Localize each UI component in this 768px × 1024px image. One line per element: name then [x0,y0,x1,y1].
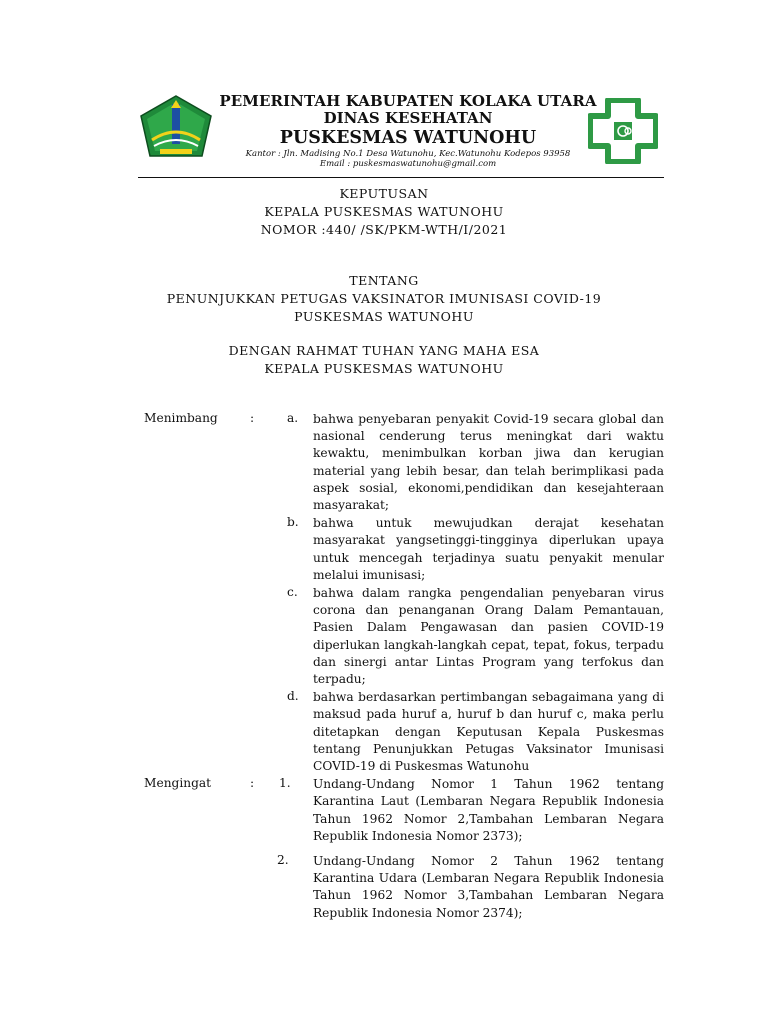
decree-number: NOMOR :440/ /SK/PKM-WTH/I/2021 [260,222,508,237]
menimbang-label: Menimbang [144,411,218,425]
mengingat-colon: : [250,776,255,791]
subject-label: TENTANG [349,273,419,288]
list-item [144,411,664,514]
list-item [144,689,664,775]
decree-label: KEPUTUSAN [339,186,429,201]
puskesmas-cross-logo-icon [588,98,658,164]
item-marker: 1. [279,776,291,791]
decree-blessing [0,342,768,378]
list-item [144,585,664,688]
decree-body [144,411,664,923]
menimbang-section [144,411,664,775]
item-marker: c. [287,585,298,600]
letterhead-address: Kantor : Jln. Madising No.1 Desa Watunohu, Kec.Watunohu Kodepos 93958 [245,149,571,159]
item-text: Undang-Undang Nomor 1 Tahun 1962 tentang Karantina Laut (Lembaran Negara Republik Indonesia Tahun 1962 Nomor 2,Tambahan Lembaran Negara Republik Indonesia Nomor 2373); [313,777,664,843]
subject-line-1: PENUNJUKKAN PETUGAS VAKSINATOR IMUNISASI COVID-19 [166,291,602,306]
letterhead [138,88,664,178]
list-item [144,776,664,845]
letterhead-email: Email : puskesmaswatunohu@gmail.com [319,159,497,169]
letterhead-institution: PUSKESMAS WATUNOHU [279,128,537,148]
item-text: bahwa untuk mewujudkan derajat kesehatan masyarakat yangsetinggi-tingginya diperlukan upaya untuk mencegah terjadinya suatu penyakit menular melalui imunisasi; [313,516,664,582]
item-text: bahwa berdasarkan pertimbangan sebagaimana yang di maksud pada huruf a, huruf b dan huruf c, maka perlu ditetapkan dengan Keputusan Kepala Puskesmas tentang Penunjukkan Petugas Vaksinator Imunisasi COVID-19 di Puskesmas Watunohu [313,690,664,774]
item-marker: 2. [277,853,289,868]
letterhead-divider [138,177,664,178]
item-text: bahwa dalam rangka pengendalian penyebaran virus corona dan penanganan Orang Dalam Pemantauan, Pasien Dalam Pengawasan dan pasien COVID-19 diperlukan langkah-langkah cepat, tepat, fokus, terpadu dan sinergi antar Lintas Program yang terfokus dan terpadu; [313,586,664,687]
mengingat-label: Mengingat [144,776,212,791]
item-text: bahwa penyebaran penyakit Covid-19 secara global dan nasional cenderung terus meningkat dari waktu kewaktu, menimbulkan korban jiwa dan kerugian material yang lebih besar, dan telah berimplikasi pada aspek sosial, ekonomi,pendidikan dan kesejahteraan masyarakat; [313,412,664,513]
decree-subject [0,272,768,326]
decree-issuer: KEPALA PUSKESMAS WATUNOHU [264,204,504,219]
item-marker: a. [287,411,299,425]
letterhead-government: PEMERINTAH KABUPATEN KOLAKA UTARA [219,92,597,110]
mengingat-section [144,776,664,922]
kolaka-utara-emblem-icon [138,94,214,164]
list-item [144,853,664,922]
blessing-line-2: KEPALA PUSKESMAS WATUNOHU [264,361,504,376]
letterhead-department: DINAS KESEHATAN [323,109,493,127]
item-marker: b. [287,515,299,530]
blessing-line-1: DENGAN RAHMAT TUHAN YANG MAHA ESA [228,343,540,358]
decree-title [0,185,768,239]
item-text: Undang-Undang Nomor 2 Tahun 1962 tentang Karantina Udara (Lembaran Negara Republik Indonesia Tahun 1962 Nomor 3,Tambahan Lembaran Negara Republik Indonesia Nomor 2374); [313,854,664,920]
item-marker: d. [287,689,299,704]
menimbang-colon: : [250,411,255,425]
list-item [144,515,664,584]
subject-line-2: PUSKESMAS WATUNOHU [294,309,474,324]
